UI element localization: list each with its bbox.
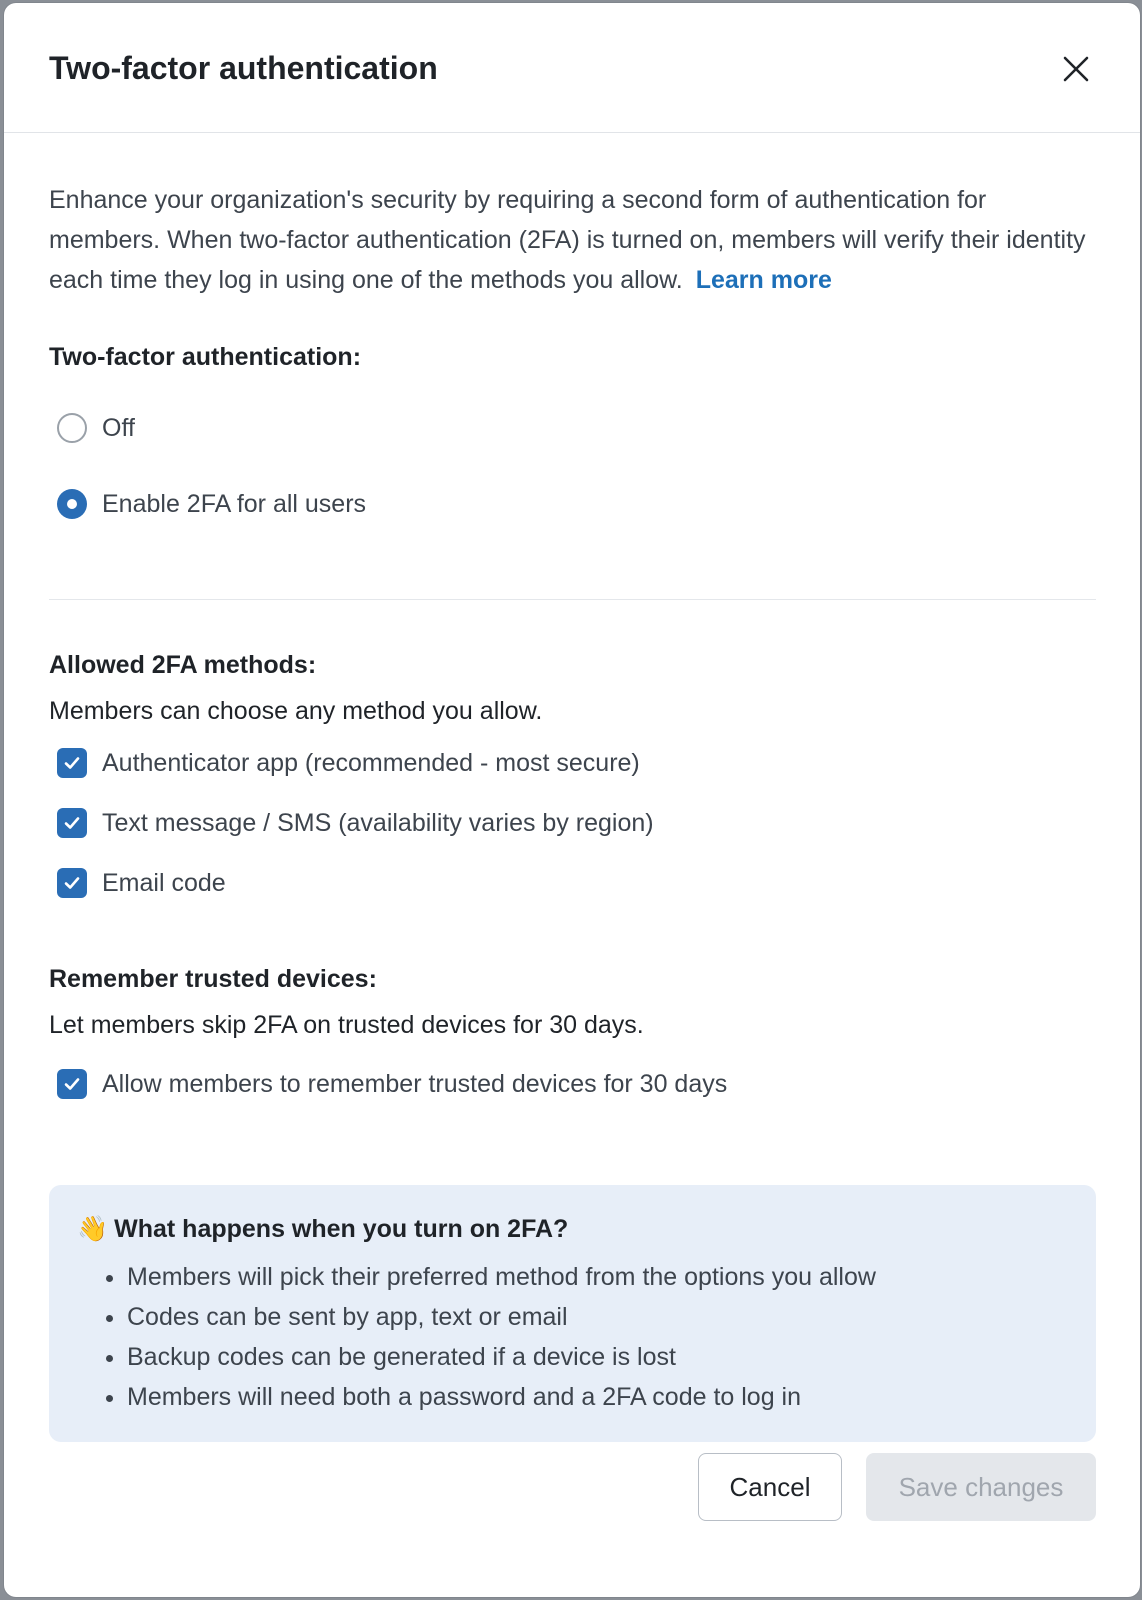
- section-divider: [49, 599, 1096, 600]
- checkmark-icon: [62, 753, 82, 773]
- save-changes-button[interactable]: Save changes: [866, 1453, 1096, 1521]
- checkmark-icon: [62, 873, 82, 893]
- checkbox-trusted-devices[interactable]: [57, 1069, 87, 1099]
- waving-hand-icon: 👋: [77, 1215, 109, 1243]
- info-list: [127, 1257, 876, 1417]
- method-email[interactable]: [57, 868, 226, 898]
- learn-more-link[interactable]: Learn more: [695, 266, 832, 294]
- checkmark-icon: [62, 813, 82, 833]
- trusted-description: Let members skip 2FA on trusted devices for 30 days.: [49, 1011, 644, 1039]
- checkbox-email[interactable]: [57, 868, 87, 898]
- trusted-heading: Remember trusted devices:: [49, 965, 377, 993]
- method-email-label: Email code: [102, 868, 226, 897]
- info-bullet: • Members will pick their preferred method from the options you allow: [127, 1257, 876, 1297]
- method-authenticator-app-label: Authenticator app (recommended - most secure): [102, 748, 640, 777]
- radio-enable[interactable]: [57, 489, 87, 519]
- radio-option-enable[interactable]: [57, 489, 366, 519]
- info-title: [77, 1215, 568, 1244]
- radio-option-off[interactable]: [57, 413, 135, 443]
- checkbox-sms[interactable]: [57, 808, 87, 838]
- intro-text: [49, 180, 1096, 300]
- checkmark-icon: [62, 1074, 82, 1094]
- radio-enable-label: Enable 2FA for all users: [102, 489, 367, 518]
- methods-description: Members can choose any method you allow.: [49, 697, 543, 725]
- close-icon: [1056, 49, 1096, 89]
- info-bullet: • Members will need both a password and a 2FA code to log in: [127, 1377, 876, 1417]
- method-sms-label: Text message / SMS (availability varies by region): [102, 808, 654, 837]
- methods-heading: Allowed 2FA methods:: [49, 651, 317, 679]
- intro-description: Enhance your organization's security by requiring a second form of authentication for members. When two-factor authentication (2FA) is turned on, members will verify their identity each time they log in using one of the methods you allow.: [49, 186, 1086, 294]
- dialog-header: [4, 3, 1140, 133]
- trusted-devices-label: Allow members to remember trusted devices for 30 days: [102, 1069, 728, 1098]
- checkbox-authenticator-app[interactable]: [57, 748, 87, 778]
- info-bullet: • Codes can be sent by app, text or email: [127, 1297, 876, 1337]
- cancel-button[interactable]: Cancel: [698, 1453, 842, 1521]
- radio-off[interactable]: [57, 413, 87, 443]
- dialog-footer: [698, 1453, 1096, 1521]
- tfa-heading: Two-factor authentication:: [49, 343, 362, 371]
- dialog-title: Two-factor authentication: [49, 50, 438, 86]
- radio-off-label: Off: [102, 413, 135, 442]
- trusted-devices-option[interactable]: [57, 1069, 727, 1099]
- method-sms[interactable]: [57, 808, 654, 838]
- info-bullet: • Backup codes can be generated if a device is lost: [127, 1337, 876, 1377]
- two-factor-dialog: [4, 3, 1140, 1597]
- info-box: [49, 1185, 1096, 1442]
- method-authenticator-app[interactable]: [57, 748, 640, 778]
- close-button[interactable]: [1056, 49, 1096, 89]
- info-title-text: What happens when you turn on 2FA?: [114, 1215, 569, 1243]
